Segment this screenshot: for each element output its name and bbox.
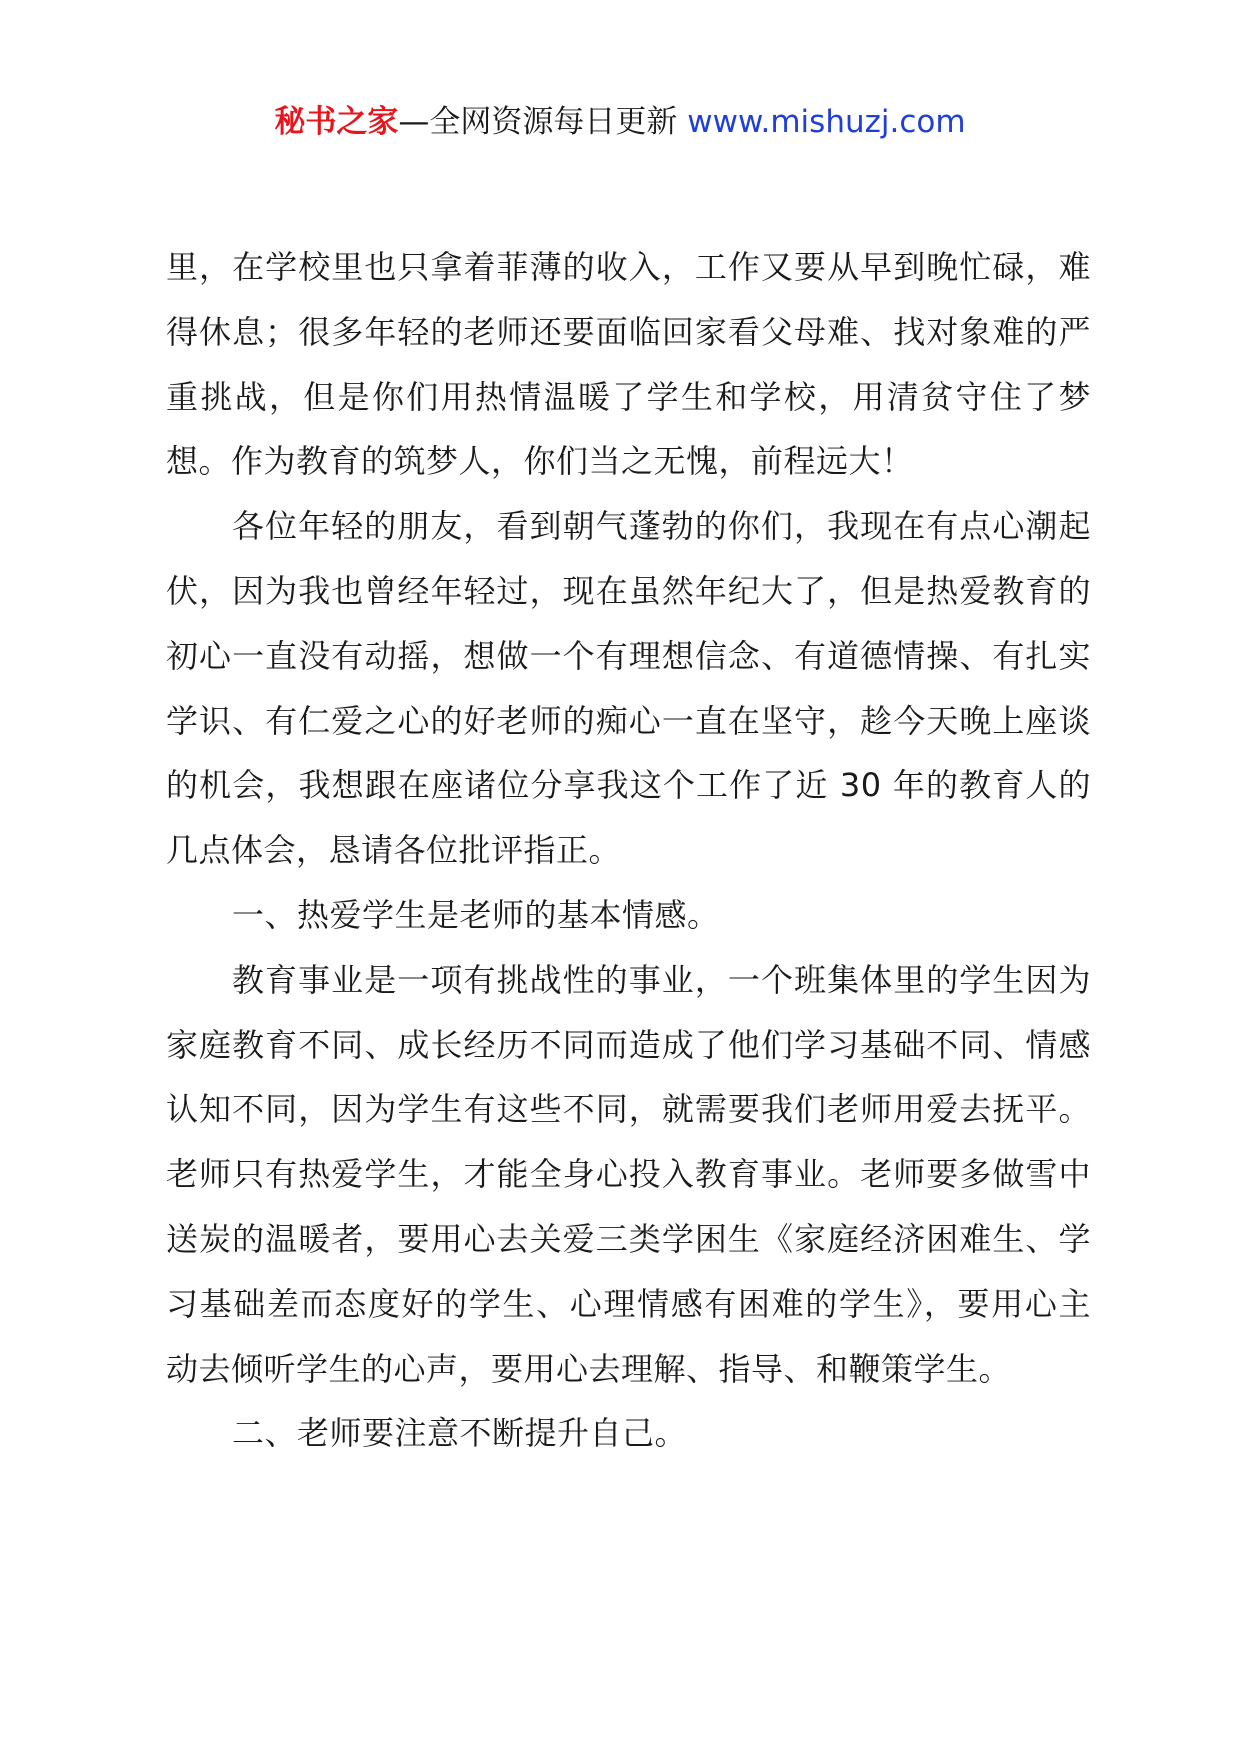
section-heading-1: 一、热爱学生是老师的基本情感。: [232, 895, 720, 934]
section-heading-2: 二、老师要注意不断提升自己。: [232, 1414, 688, 1453]
header-url[interactable]: www.mishuzj.com: [687, 104, 966, 140]
paragraph-2: 各位年轻的朋友，看到朝气蓬勃的你们，我现在有点心潮起伏，因为我也曾经年轻过，现在虽然年纪大了，但是热爱教育的初心一直没有动摇，想做一个有理想信念、有道德情操、有扎实学识、有仁爱之心的好老师的痴心一直在坚守，趁今天晚上座谈的机会，我想跟在座诸位分享我这个工作了近 30 年的教育人的几点体会，恳请各位批评指正。: [166, 507, 1091, 870]
brand-name: 秘书之家: [274, 104, 399, 140]
document-body: [166, 235, 1091, 1466]
page-header: [0, 100, 1240, 144]
paragraph-1: 里，在学校里也只拿着菲薄的收入，工作又要从早到晚忙碌，难得休息；很多年轻的老师还要面临回家看父母难、找对象难的严重挑战，但是你们用热情温暖了学生和学校，用清贫守住了梦想。作为教育的筑梦人，你们当之无愧，前程远大！: [166, 248, 1091, 481]
header-tagline: —全网资源每日更新: [398, 104, 688, 140]
paragraph-3: 教育事业是一项有挑战性的事业，一个班集体里的学生因为家庭教育不同、成长经历不同而造成了他们学习基础不同、情感认知不同，因为学生有这些不同，就需要我们老师用爱去抚平。老师只有热爱学生，才能全身心投入教育事业。老师要多做雪中送炭的温暖者，要用心去关爱三类学困生《家庭经济困难生、学习基础差而态度好的学生、心理情感有困难的学生》，要用心主动去倾听学生的心声，要用心去理解、指导、和鞭策学生。: [166, 960, 1091, 1388]
